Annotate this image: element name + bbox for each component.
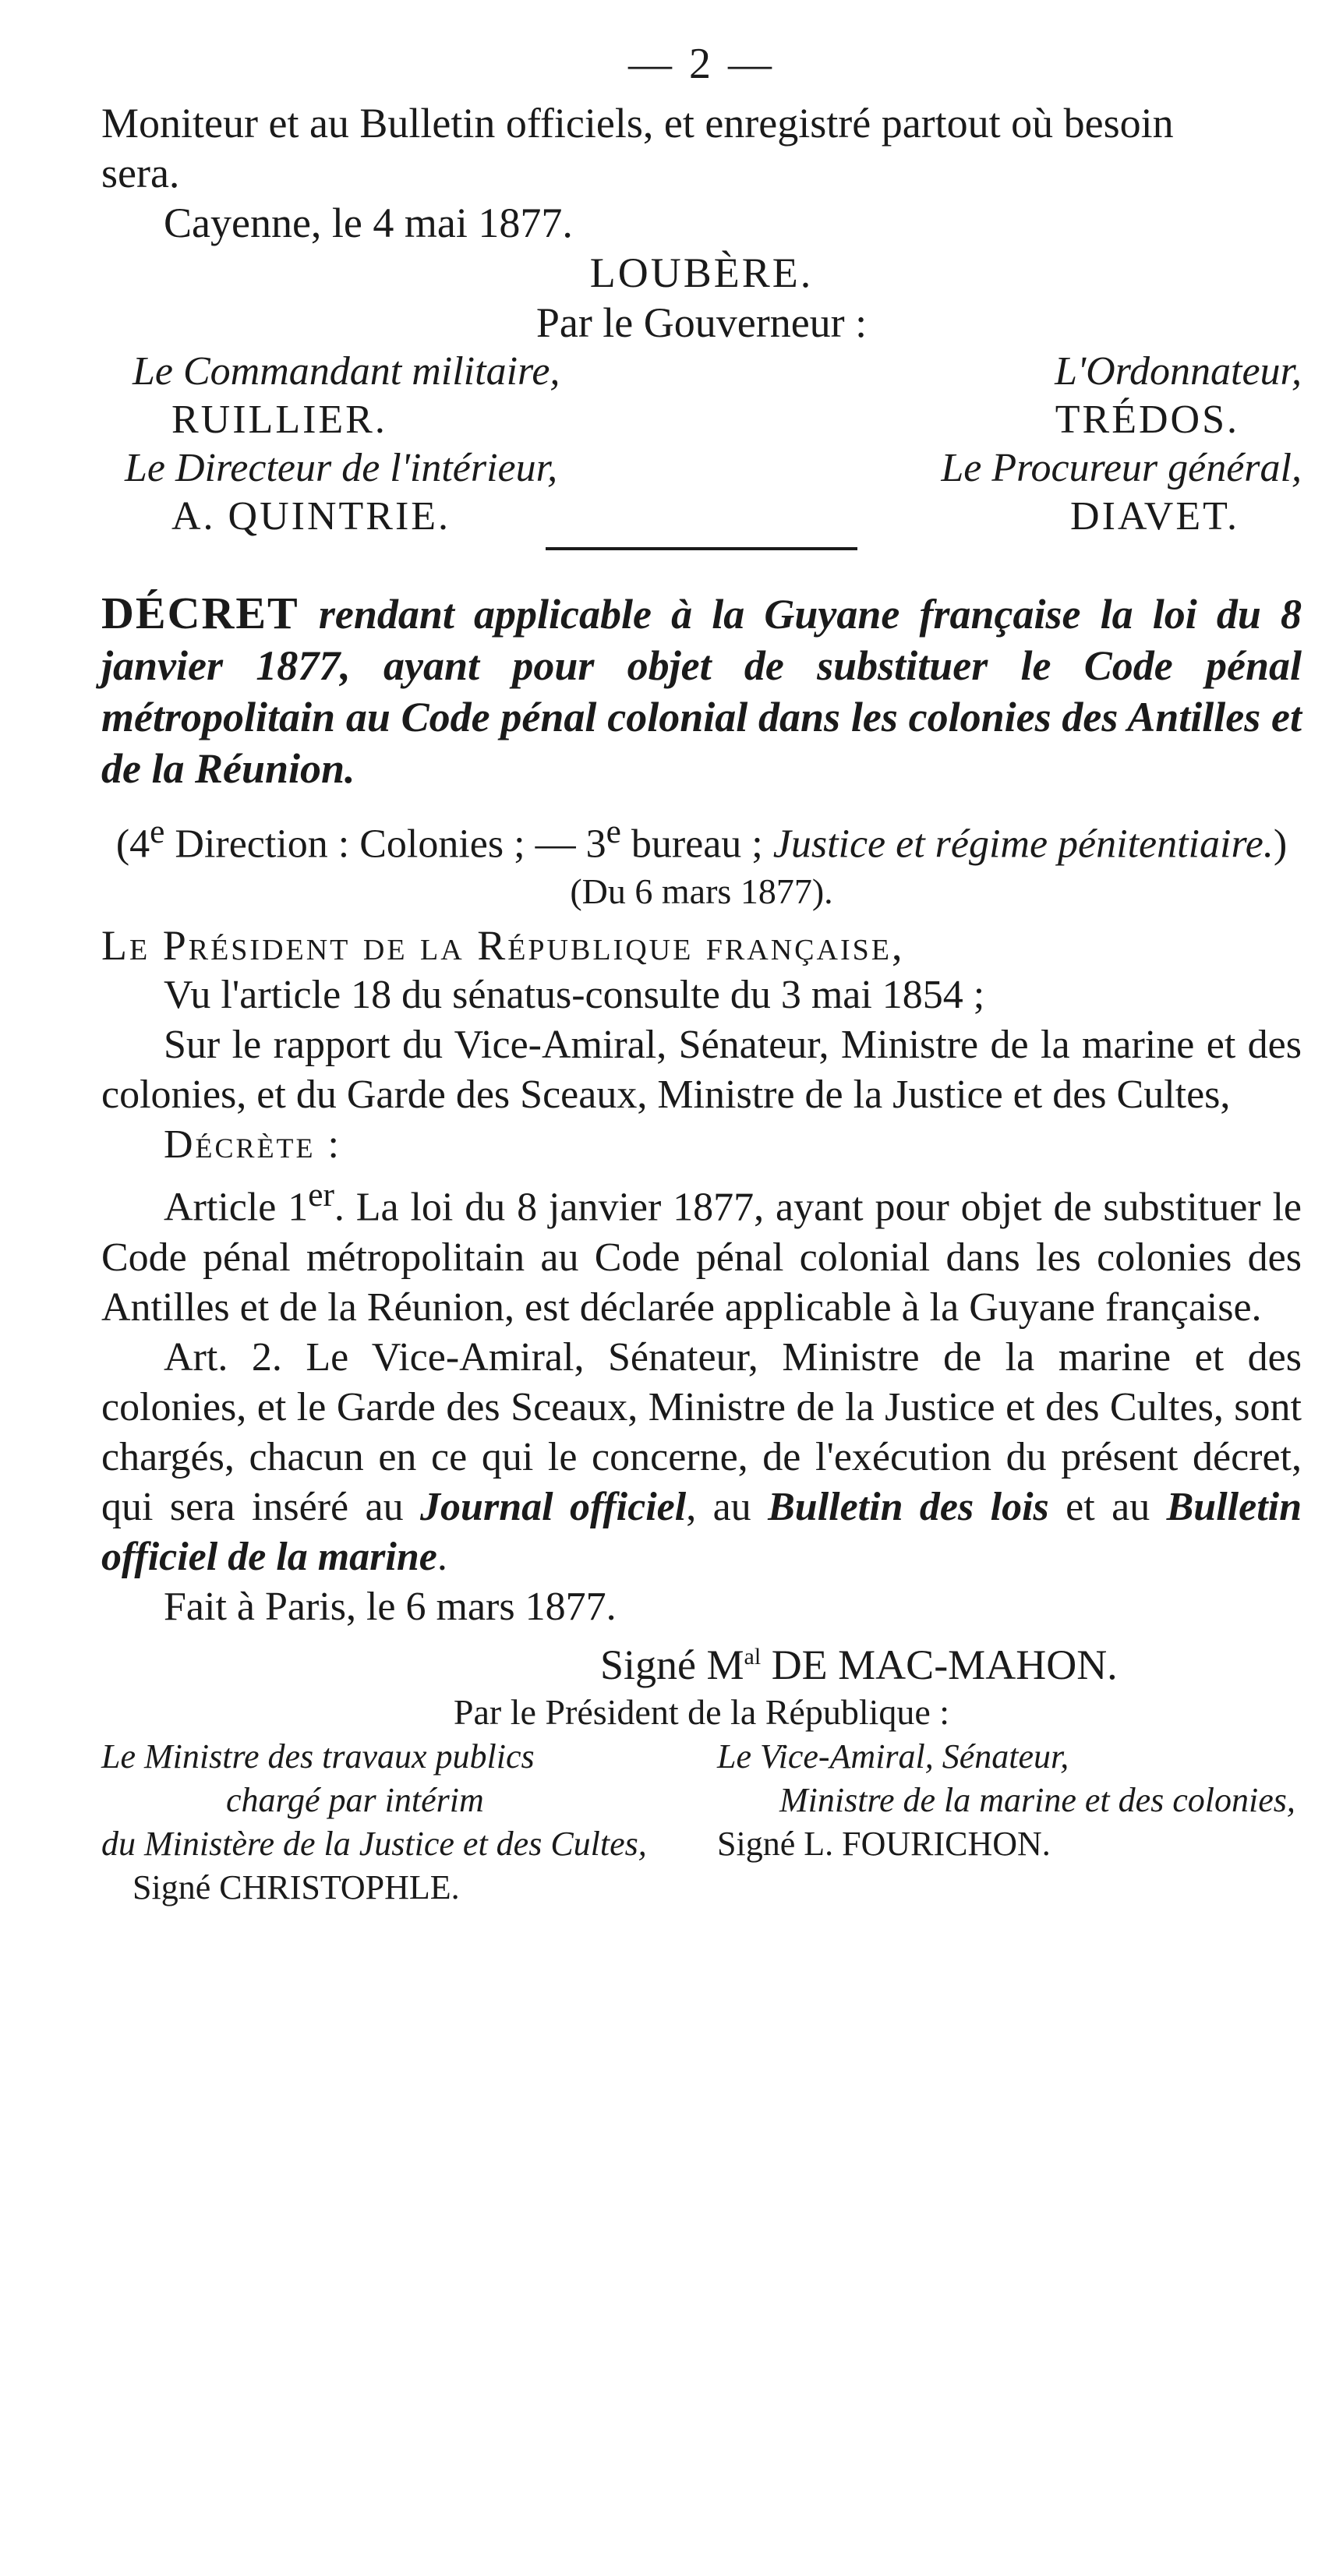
- vu-paragraph: Vu l'article 18 du sénatus-consulte du 3 mai 1854 ;: [164, 973, 985, 1018]
- directeur-name: A. QUINTRIE.: [171, 494, 451, 539]
- par-le-gouverneur: Par le Gouverneur :: [535, 299, 868, 346]
- decree-title-rest: rendant applicable à la Guyane française la loi du 8 janvier 1877, ayant pour objet de substituer le Code pénal métropolitain au Code pénal colonial dans les colonies des Antilles et de la Réunion.: [101, 591, 1302, 792]
- procureur-title: Le Procureur général,: [941, 446, 1302, 490]
- decree-date: (Du 6 mars 1877).: [570, 871, 833, 912]
- president-heading: Le Président de la République française,: [101, 922, 905, 970]
- article-2-journal: Journal officiel: [420, 1484, 687, 1529]
- intro-line-2: sera.: [101, 150, 180, 196]
- section-divider: [546, 547, 857, 550]
- commandant-title: Le Commandant militaire,: [133, 349, 560, 394]
- decree-direction: [101, 807, 1302, 869]
- place-date: Cayenne, le 4 mai 1877.: [164, 200, 573, 246]
- article-2-part-a: Art. 2. Le Vice-Amiral, Sénateur, Ministre de la marine et des colonies, et le Garde des Sceaux, Ministre de la Justice et des Cultes, sont chargés, chacun en ce qui le concerne, de l'exécution du présent décret, qui sera inséré au: [101, 1334, 1302, 1529]
- ministre-marine-title: Ministre de la marine et des colonies,: [779, 1780, 1295, 1819]
- vice-amiral-title: Le Vice-Amiral, Sénateur,: [717, 1737, 1069, 1776]
- direction-close: ): [1273, 822, 1288, 867]
- decrete-heading: Décrète :: [164, 1122, 341, 1168]
- direction-part-c: bureau ;: [620, 822, 773, 867]
- document-page: [101, 39, 1302, 1910]
- governor-name: LOUBÈRE.: [589, 249, 814, 296]
- procureur-name: DIAVET.: [1070, 494, 1239, 539]
- direction-part-b: Direction : Colonies ; — 3: [164, 822, 606, 867]
- mac-mahon-signature: [101, 1632, 1302, 1690]
- signe-part-a: Signé M: [600, 1641, 744, 1688]
- ministre-travaux-title: Le Ministre des travaux publics: [101, 1737, 535, 1776]
- decree-title-word: DÉCRET: [101, 588, 299, 638]
- decree-title: [101, 588, 1302, 794]
- article-2-bulletin-lois: Bulletin des lois: [768, 1484, 1049, 1529]
- rapport-paragraph: Sur le rapport du Vice-Amiral, Sénateur, Ministre de la marine et des colonies, et du Garde des Sceaux, Ministre de la Justice et des Cultes,: [101, 1023, 1302, 1118]
- signe-part-b: DE MAC-MAHON.: [761, 1641, 1118, 1688]
- par-le-president: Par le Président de la République :: [453, 1691, 950, 1732]
- article-2-part-d: .: [436, 1534, 447, 1579]
- signe-sup: al: [744, 1643, 762, 1670]
- directeur-title: Le Directeur de l'intérieur,: [125, 446, 558, 490]
- article-1-sup: er: [308, 1176, 334, 1214]
- fait-a-paris: Fait à Paris, le 6 mars 1877.: [164, 1584, 617, 1629]
- article-2-part-b: , au: [686, 1484, 769, 1529]
- direction-part-a: (4: [115, 822, 150, 867]
- final-signatory-row-1: [101, 1735, 1302, 1779]
- article-1-text: . La loi du 8 janvier 1877, ayant pour objet de substituer le Code pénal métropolitain au Code pénal colonial dans les colonies des Antilles et de la Réunion, est déclarée applicable à la Guyane française.: [101, 1185, 1302, 1330]
- signatory-row-3: [101, 444, 1302, 493]
- final-signatory-row-2: [101, 1779, 1302, 1822]
- charge-interim: chargé par intérim: [226, 1780, 484, 1819]
- signatory-row-2: [101, 396, 1302, 444]
- article-1-label: Article 1: [164, 1185, 309, 1230]
- direction-italic: Justice et régime pénitentiaire.: [772, 822, 1274, 867]
- commandant-name: RUILLIER.: [171, 398, 387, 442]
- ministere-justice: du Ministère de la Justice et des Cultes,: [101, 1824, 647, 1863]
- christophle-signature: Signé CHRISTOPHLE.: [133, 1868, 460, 1906]
- direction-sup-b: e: [606, 813, 621, 850]
- signatory-row-4: [101, 493, 1302, 541]
- article-2-part-c: et au: [1048, 1484, 1167, 1529]
- ordonnateur-name: TRÉDOS.: [1055, 398, 1239, 442]
- final-signatory-row-4: [101, 1866, 1302, 1910]
- fourichon-signature: Signé L. FOURICHON.: [717, 1824, 1051, 1863]
- article-2: [101, 1333, 1302, 1582]
- article-1: [101, 1170, 1302, 1332]
- article-2-bulletin-marine: Bulletin officiel de la marine: [101, 1484, 1302, 1579]
- page-number: — 2 —: [628, 40, 775, 88]
- final-signatory-row-3: [101, 1822, 1302, 1866]
- signatory-row-1: [101, 348, 1302, 396]
- intro-line-1: Moniteur et au Bulletin officiels, et enregistré partout où besoin: [101, 100, 1174, 147]
- ordonnateur-title: L'Ordonnateur,: [1055, 349, 1302, 394]
- direction-sup-a: e: [150, 813, 165, 850]
